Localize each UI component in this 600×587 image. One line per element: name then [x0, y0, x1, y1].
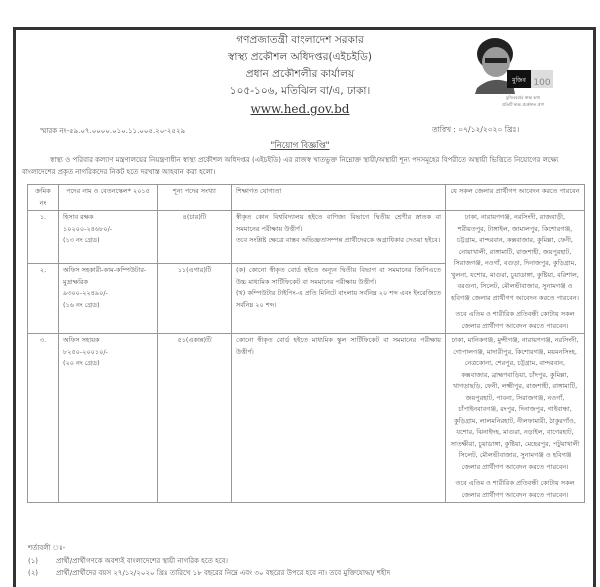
row-count: ৪(চার)টি	[158, 211, 232, 264]
post-grade: (১৩ নং গ্রেড)	[63, 236, 100, 244]
header-government: গণপ্রজাতন্ত্রী বাংলাদেশ সরকার	[236, 34, 364, 46]
logo-badge-number: 100	[533, 78, 551, 88]
post-name: অফিস সহকারী-কাম-কম্পিউটার-মুদ্রাক্ষরিক	[63, 266, 147, 286]
header-qualification: শিক্ষাগত যোগ্যতা	[232, 185, 446, 211]
notice-intro: স্বাস্থ্য ও পরিবার কল্যাণ মন্ত্রণালয়ের নিয়ন্ত্রণাধীন স্বাস্থ্য প্রকৌশল অধিদপ্তর (এইচইডি) এর রাজস্ব খাতভুক্ত নিম্নোক্ত স্থায়ী/অস্থায়ী শূন্য পদসমূহের বিপরীতে অস্থায়ী ভিত্তিতে নিয়োগের লক্ষ্যে বাংলাদেশের প্রকৃত নাগরিকদের নিকট হতে দরখাস্ত আহবান করা হলো।	[22, 156, 559, 176]
row-districts	[446, 211, 585, 334]
qualification-line: তবে সংশ্লিষ্ট ক্ষেত্রে বাস্তব অভিজ্ঞতাসম্পন্ন প্রার্থীদেরকে অগ্রাধিকার দেওয়া হইবে।	[236, 236, 441, 244]
row-qualification	[232, 264, 446, 334]
condition-text: প্রার্থী/প্রার্থীদের বয়স ২৭/১২/২০২০ খ্রিঃ তারিখে ১৮ বছরের নিম্নে এবং ৩০ বছরের উপরে হবে না। তবে মুক্তিযোদ্ধা/ শহীদ	[56, 569, 391, 577]
row-serial: ৩.	[28, 334, 59, 503]
post-grade: (১৬ নং গ্রেড)	[63, 300, 100, 309]
post-name: হিসাব রক্ষক	[63, 213, 94, 221]
condition-item	[28, 567, 390, 579]
qualification-line: (খ) কম্পিউটার টাইপিং-এ প্রতি মিনিটে বাংলায় সর্বনিম্ন ২০ শব্দ এবং ইংরেজিতে সর্বনিম্ন ২০ শব্দ।	[236, 289, 441, 309]
notice-title: "নিয়োগ বিজ্ঞপ্তি"	[270, 141, 330, 151]
row-post	[59, 211, 158, 264]
row-count: ৫১(একান্ন)টি	[158, 334, 232, 503]
header-serial: ক্রমিক নং	[28, 185, 59, 211]
condition-number: (২)	[28, 569, 39, 577]
post-scale: ১০২০০-২৪৬৮০/-	[63, 224, 113, 233]
condition-number: (১)	[28, 557, 39, 565]
row-post	[59, 334, 158, 503]
condition-item	[28, 555, 228, 567]
row-serial: ২.	[28, 264, 59, 334]
header-website-link[interactable]: www.hed.gov.bd	[250, 102, 350, 116]
row-qualification	[232, 211, 446, 264]
districts-list: ঢাকা, নারায়ণগঞ্জ, নরসিংদী, রাজবাড়ী, শরীয়তপুর, টাঙ্গাইল, জামালপুর, কিশোরগঞ্জ, চট্টগ্রাম, বান্দরবান, কক্সবাজার, কুমিল্লা, ফেনী, নোয়াখালী, রাঙ্গামাটি, রাজশাহী, জয়পুরহাট, সিরাজগঞ্জ, নওগাঁ, বগুড়া, দিনাজপুর, কুড়িগ্রাম, খুলনা, যশোর, মাগুরা, চুয়াডাঙ্গা, কুষ্টিয়া, বরিশাল, বরগুনা, সিলেট, মৌলভীবাজার, সুনামগঞ্জ ও হবিগঞ্জ জেলার প্রার্থীগণ আবেদন করতে পারবেন।	[451, 213, 579, 302]
post-scale: ৮২৫০-২০০১০/-	[63, 347, 108, 356]
header-address: ১০৫-১০৬, মতিঝিল বা/এ, ঢাকা।	[229, 85, 371, 97]
header-office: প্রধান প্রকৌশলীর কার্যালয়	[245, 68, 355, 80]
post-scale: ৯৩০০-২২৪৯০/-	[63, 289, 108, 298]
table-header-row	[28, 185, 585, 211]
conditions-title: শর্তাবলী ঃ-	[28, 544, 66, 552]
post-name: অফিস সহায়ক	[63, 336, 100, 344]
condition-text: প্রার্থী/প্রার্থীগণকে অবশ্যই বাংলাদেশের স্থায়ী নাগরিক হতে হবে।	[56, 557, 229, 565]
qualification-line: (ক) কোনো স্বীকৃত বোর্ড হইতে অন্যূন দ্বিতীয় বিভাগ বা সমমানের জিপিএতে উচ্চ মাধ্যমিক সার্টিফিকেট বা সমমানের পরীক্ষায় উত্তীর্ণ।	[236, 266, 441, 286]
table-row	[28, 211, 585, 264]
districts-note: তবে এতিম ও শারীরিক প্রতিবন্ধী কোটায় সকল জেলার প্রার্থীগণ আবেদন করতে পারবেন।	[455, 310, 575, 330]
logo-caption-2: প্রতিটি স্বাস্থ্য প্রকৌশল প্রাণ	[501, 102, 545, 107]
districts-list: ঢাকা, মানিকগঞ্জ, মুন্সীগঞ্জ, নারায়ণগঞ্জ, নরসিংদী, গোপালগঞ্জ, মাদারীপুর, কিশোরগঞ্জ, ময়মনসিংহ, নেত্রকোনা, শেরপুর, চট্টগ্রাম, বান্দরবান, কক্সবাজার, ব্রাহ্মণবাড়িয়া, চাঁদপুর, কুমিল্লা, খাগড়াছড়ি, ফেনী, লক্ষ্মীপুর, রাজশাহী, রাঙ্গামাটি, জয়পুরহাট, পাবনা, সিরাজগঞ্জ, নওগাঁ, চাঁপাইনবাবগঞ্জ, রংপুর, দিনাজপুর, গাইবান্ধা, কুড়িগ্রাম, লালমনিরহাট, নীলফামারী, ঠাকুরগাঁও, যশোর, ঝিনাইদহ, মাগুরা, নড়াইল, বাগেরহাট, সাতক্ষীরা, চুয়াডাঙ্গা, কুষ্টিয়া, মেহেরপুর, পটুয়াখালী সিলেট, মৌলভীবাজার, সুনামগঞ্জ ও হবিগঞ্জ জেলার প্রার্থীগণ আবেদন করতে পারবেন।	[450, 336, 580, 471]
logo-badge-text: মুজিব	[512, 77, 526, 84]
row-count: ১১(এগার)টি	[158, 264, 232, 334]
header-department: স্বাস্থ্য প্রকৌশল অধিদপ্তর(এইচইডি)	[228, 51, 372, 63]
header-post: পদের নাম ও বেতনস্কেল* ২০১৫	[59, 185, 158, 211]
memo-date: তারিখ : ০৭/১২/২০২০ খ্রিঃ।	[432, 125, 520, 134]
districts-note: তবে এতিম ও শারীরিক প্রতিবন্ধী কোটায় সকল জেলার প্রার্থীগণ আবেদন করতে পারবেন।	[455, 479, 575, 499]
logo-caption-1: মুজিববর্ষের স্বাস্থ্য কথা	[506, 95, 540, 100]
table-row	[28, 334, 585, 503]
header-districts: যে সকল জেলার প্রার্থীগণ আবেদন করতে পারবেন	[446, 185, 585, 211]
qualification-line: কোনো স্বীকৃত বোর্ড হইতে মাধ্যমিক স্কুল সার্টিফিকেট বা সমমানের পরীক্ষায় উত্তীর্ণ।	[236, 336, 441, 356]
row-serial: ১.	[28, 211, 59, 264]
row-districts	[446, 334, 585, 503]
row-post	[59, 264, 158, 334]
memo-number: স্মারক নং-৫৯.০৭.০০০০.০১০.১১.০০৫.২০-২৫২৯	[40, 127, 185, 135]
post-grade: (২০ নং গ্রেড)	[63, 359, 100, 367]
vacancy-table	[27, 184, 585, 503]
mujib-100-logo	[463, 32, 563, 110]
row-qualification	[232, 334, 446, 503]
qualification-line: স্বীকৃত কোন বিশ্ববিদ্যালয় হইতে বাণিজ্য বিভাগে দ্বিতীয় শ্রেণীর স্নাতক বা সমমানের পরীক্ষায় উত্তীর্ণ।	[236, 213, 441, 233]
header-count: শূন্য পদের সংখ্যা	[158, 185, 232, 211]
portrait-logo-icon	[463, 32, 563, 110]
